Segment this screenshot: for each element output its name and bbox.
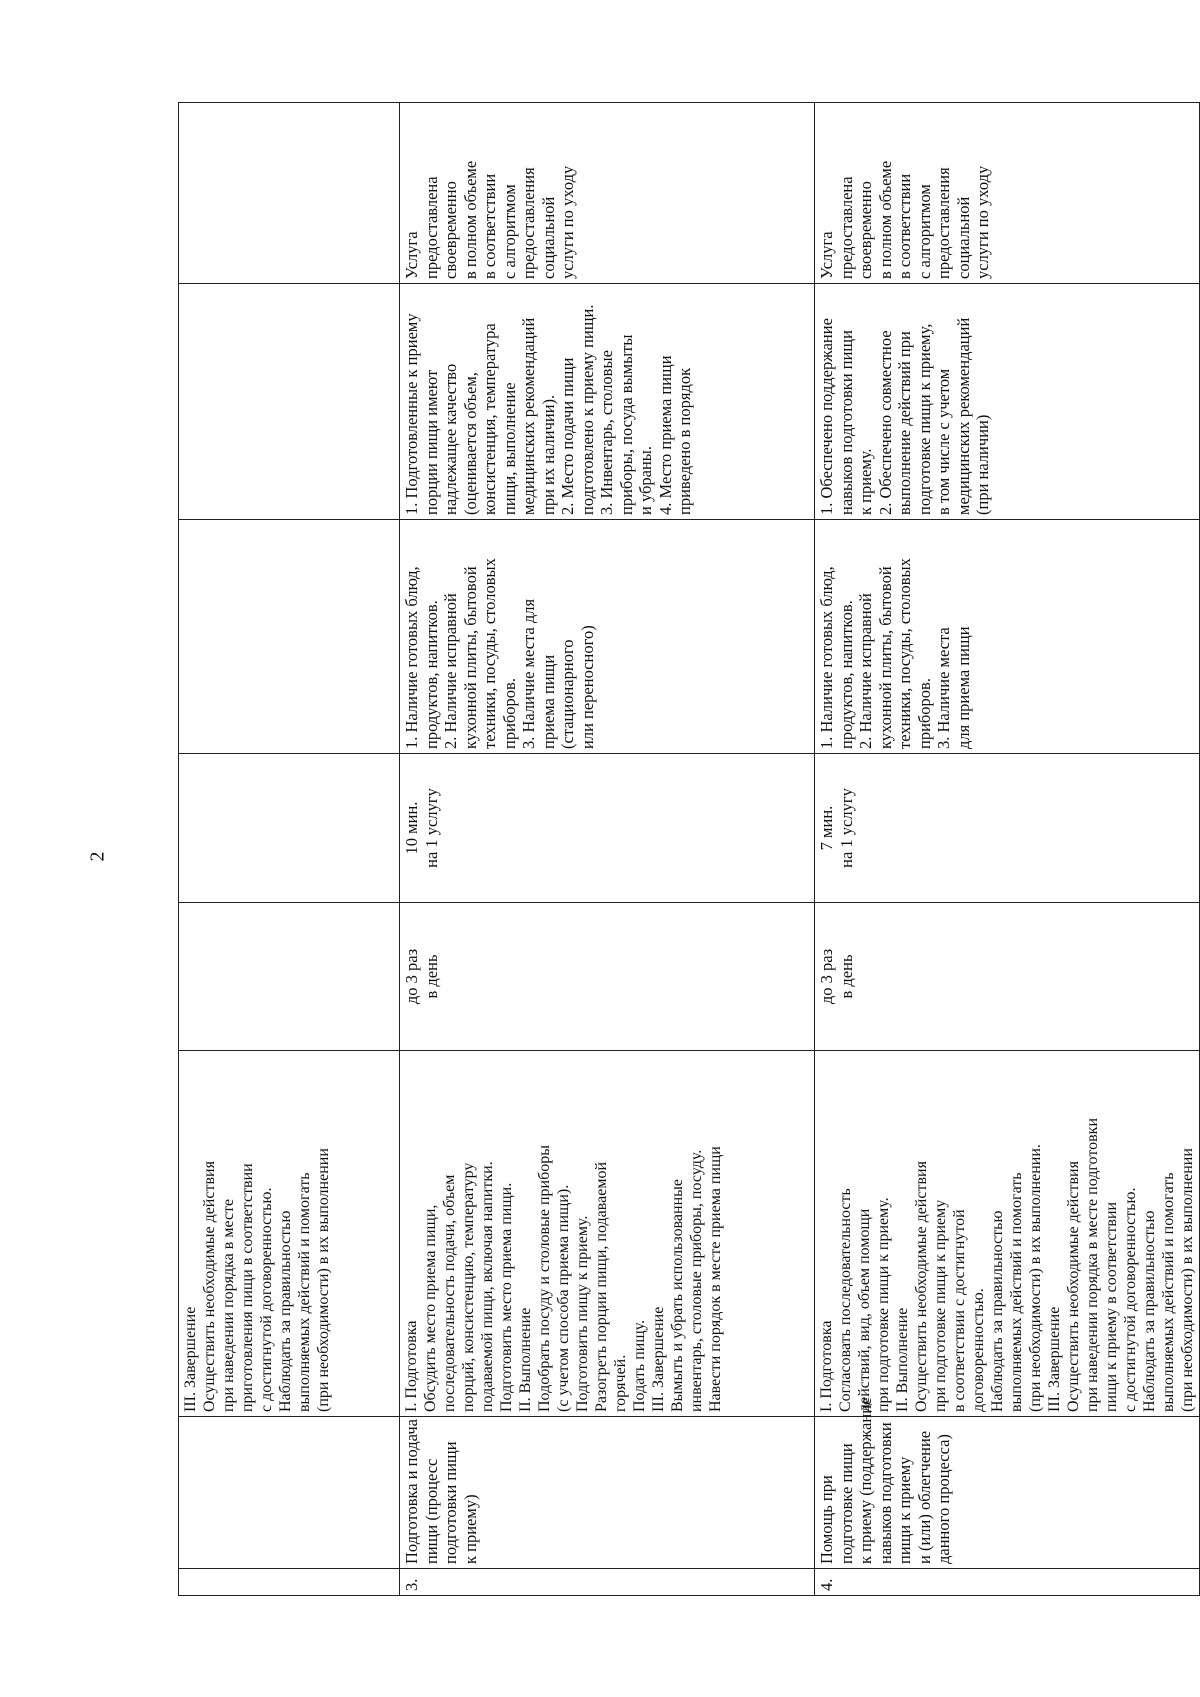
cell-line: приема пищи [538, 654, 558, 749]
cell-line: кухонной плиты, бытовой [875, 566, 895, 749]
cell-line: Подготовка и подача [402, 1419, 421, 1564]
service-name-cell [815, 1397, 1200, 1569]
cell-line: Услуга [817, 231, 836, 279]
cell-line: приборы, посуда вымыты [616, 334, 636, 515]
cell-line: для приема пищи [953, 626, 973, 749]
cell-line: (при необходимости) в их выполнении [315, 1148, 332, 1412]
duration-cell [400, 754, 815, 903]
cell-line: техники, посуды, столовых [480, 558, 499, 749]
cell-line: порций, консистенцию, температуру [460, 1162, 477, 1412]
assessment-cell [815, 103, 1200, 284]
cell-line: на 1 услугу [421, 788, 441, 868]
procedure-cell [815, 1051, 1200, 1417]
cell-line: продуктов, напитков. [836, 600, 856, 749]
cell-line: услуги по уходу [973, 165, 992, 279]
cell-line: 10 мин. [402, 801, 421, 855]
cell-line: к приему (поддержание [856, 1397, 875, 1564]
cell-line: II. Выполнение [894, 1307, 911, 1412]
cell-line: Навести порядок в месте приема пищи [707, 1146, 724, 1412]
cell-line: навыков подготовки пищи [836, 330, 856, 515]
cell-line: Помощь при [817, 1475, 836, 1564]
cell-line: Осуществить необходимые действия [1065, 1161, 1082, 1412]
row-number-cell [179, 1569, 400, 1596]
cell-line: Подобрать посуду и столовые приборы [536, 1145, 553, 1412]
cell-line: Подготовить пищу к приему. [574, 1215, 591, 1412]
cell-line: договоренностью. [970, 1288, 987, 1412]
duration-cell [815, 754, 1200, 903]
service-name-cell [400, 1417, 815, 1569]
cell-line: приборов. [914, 678, 934, 749]
duration-cell [179, 754, 400, 903]
cell-line: III. Завершение [182, 1306, 199, 1412]
cell-line: при наведении порядка в месте подготовки [1084, 1117, 1101, 1412]
cell-line: 2. Наличие исправной [441, 593, 460, 749]
cell-line: в полном объеме [875, 160, 895, 279]
cell-line: пищи, выполнение [499, 382, 519, 515]
cell-line: подаваемой пищи, включая напитки. [479, 1161, 496, 1412]
cell-line: 1. Наличие готовых блюд, [817, 566, 836, 749]
cell-line: подготовке пищи [836, 1443, 856, 1564]
table-row [179, 103, 400, 1596]
page-number: 2 [86, 851, 109, 862]
cell-line: Осуществить необходимые действия [201, 1161, 218, 1412]
cell-line: в соответствии [895, 173, 914, 279]
table-row [400, 103, 815, 1596]
cell-line: и убраны. [636, 446, 655, 515]
cell-line: при подготовке пищи к приему [932, 1199, 949, 1412]
cell-line: социальной [953, 196, 973, 279]
cell-line: подготовке пищи к приему, [914, 323, 934, 515]
cell-line: с достигнутой договоренностью. [258, 1187, 275, 1412]
cell-line: (стационарного [558, 639, 577, 749]
cell-line: инвентарь, столовые приборы, посуду. [688, 1149, 705, 1412]
cell-line: на 1 услугу [836, 788, 856, 868]
conditions-cell [815, 520, 1200, 754]
row-number-cell [815, 1569, 1200, 1596]
cell-line: Обсудить место приема пищи, [422, 1204, 439, 1412]
cell-line: I. Подготовка [403, 1320, 420, 1412]
cell-line: II. Выполнение [517, 1307, 534, 1412]
cell-line: и (или) облегчение [914, 1430, 934, 1564]
cell-line: пищи к приему в соответствии [1103, 1201, 1120, 1412]
cell-line: 3. Наличие места для [519, 598, 538, 749]
cell-line: 2. Обеспечено совместное [875, 330, 895, 515]
cell-line: 4. [817, 1578, 836, 1591]
cell-line: выполняемых действий и помогать [1008, 1172, 1025, 1412]
cell-line: Осуществить необходимые действия [913, 1161, 930, 1412]
cell-line: выполняемых действий и помогать [1160, 1172, 1177, 1412]
cell-line: Подать пищу. [631, 1319, 648, 1412]
cell-line: при подготовке пищи к приему. [875, 1197, 892, 1412]
cell-line: Наблюдать за правильностью [1141, 1210, 1158, 1412]
cell-line: в соответствии [480, 173, 499, 279]
assessment-cell [179, 103, 400, 284]
cell-line: медицинских рекомендаций [953, 317, 973, 515]
cell-line: кухонной плиты, бытовой [460, 566, 480, 749]
cell-line: 3. [402, 1578, 421, 1591]
cell-line: в полном объеме [460, 160, 480, 279]
cell-line: с достигнутой договоренностью. [1122, 1187, 1139, 1412]
cell-line: действий, вид, объем помощи [856, 1208, 873, 1412]
cell-line: предоставлена [836, 176, 856, 279]
cell-line: III. Завершение [1046, 1306, 1063, 1412]
cell-line: пищи к приему [895, 1456, 914, 1564]
cell-line: Наблюдать за правильностью [277, 1210, 294, 1412]
cell-line: выполнение действий при [895, 331, 914, 515]
cell-line: выполняемых действий и помогать [296, 1172, 313, 1412]
cell-line: (при необходимости) в их выполнении. [1027, 1144, 1044, 1412]
cell-line: горячей. [612, 1354, 629, 1412]
cell-line: приготовления пищи в соответствии [239, 1163, 256, 1412]
cell-line: навыков подготовки [875, 1422, 895, 1564]
cell-line: Услуга [402, 231, 421, 279]
frequency-cell [179, 903, 400, 1051]
conditions-cell [400, 520, 815, 754]
cell-line: предоставления [934, 167, 953, 279]
cell-line: Вымыть и убрать использованные [669, 1179, 686, 1412]
cell-line: надлежащее качество [441, 363, 460, 515]
cell-line: к приему. [856, 448, 875, 515]
cell-line: 2. Место подачи пищи [558, 357, 577, 515]
cell-line: 1. Подготовленные к приему [402, 313, 421, 515]
procedure-cell [400, 1051, 815, 1417]
cell-line: с алгоритмом [914, 184, 934, 279]
cell-line: 7 мин. [817, 805, 836, 851]
procedure-cell [179, 1051, 400, 1417]
cell-line: в день [421, 954, 441, 999]
cell-line: предоставления [519, 167, 538, 279]
cell-line: при их наличии). [538, 394, 558, 515]
cell-line: с алгоритмом [499, 184, 519, 279]
cell-line: до 3 раз [817, 948, 836, 1005]
cell-line: Согласовать последовательность [837, 1188, 854, 1412]
cell-line: Наблюдать за правильностью [989, 1210, 1006, 1412]
cell-line: 1. Наличие готовых блюд, [402, 566, 421, 749]
frequency-cell [400, 903, 815, 1051]
cell-line: (при наличии) [973, 414, 992, 515]
cell-line: 3. Инвентарь, столовые [597, 350, 616, 515]
cell-line: I. Подготовка [818, 1320, 835, 1412]
cell-line: (при необходимости) в их выполнении [1179, 1148, 1196, 1412]
indicators-cell [815, 284, 1200, 520]
services-table [178, 102, 1200, 1596]
cell-line: данного процесса) [934, 1434, 953, 1564]
cell-line: в соответствии с достигнутой [951, 1209, 968, 1412]
conditions-cell [179, 520, 400, 754]
cell-line: услуги по уходу [558, 165, 577, 279]
cell-line: в день [836, 954, 856, 999]
cell-line: социальной [538, 196, 558, 279]
cell-line: (с учетом способа приема пищи). [555, 1184, 572, 1412]
cell-line: приведено в порядок [675, 367, 694, 515]
row-number-cell [400, 1569, 815, 1596]
cell-line: 4. Место приема пищи [655, 355, 675, 515]
cell-line: к приему) [460, 1494, 480, 1564]
cell-line: пищи (процесс [421, 1458, 441, 1564]
table-row [815, 103, 1200, 1596]
cell-line: 3. Наличие места [934, 627, 953, 749]
cell-line: Разогреть порции пищи, подаваемой [593, 1161, 610, 1412]
cell-line: медицинских рекомендаций [519, 317, 538, 515]
cell-line: Подготовить место приема пищи. [498, 1182, 515, 1412]
cell-line: порции пищи имеют [421, 369, 441, 515]
assessment-cell [400, 103, 815, 284]
rotated-table-wrapper [178, 103, 1196, 1596]
cell-line: в том числе с учетом [934, 368, 953, 515]
cell-line: приборов. [499, 678, 519, 749]
cell-line: при наведении порядка в месте [220, 1198, 237, 1412]
cell-line: III. Завершение [650, 1306, 667, 1412]
cell-line: своевременно [441, 181, 460, 279]
cell-line: (оценивается объем, [460, 372, 480, 515]
cell-line: своевременно [856, 181, 875, 279]
frequency-cell [815, 903, 1200, 1051]
service-name-cell [179, 1417, 400, 1569]
cell-line: подготовлено к приему пищи. [577, 304, 597, 515]
table-body [179, 103, 1200, 1596]
cell-line: предоставлена [421, 176, 441, 279]
cell-line: 2. Наличие исправной [856, 593, 875, 749]
cell-line: последовательность подачи, объем [441, 1174, 458, 1412]
cell-line: до 3 раз [402, 948, 421, 1005]
indicators-cell [179, 284, 400, 520]
cell-line: консистенция, температура [480, 323, 499, 515]
cell-line: техники, посуды, столовых [895, 558, 914, 749]
cell-line: 1. Обеспечено поддержание [817, 318, 836, 515]
cell-line: или переносного) [577, 625, 597, 749]
cell-line: подготовки пищи [441, 1441, 460, 1564]
cell-line: продуктов, напитков. [421, 600, 441, 749]
rotated-table-canvas [178, 103, 1196, 1596]
indicators-cell [400, 284, 815, 520]
